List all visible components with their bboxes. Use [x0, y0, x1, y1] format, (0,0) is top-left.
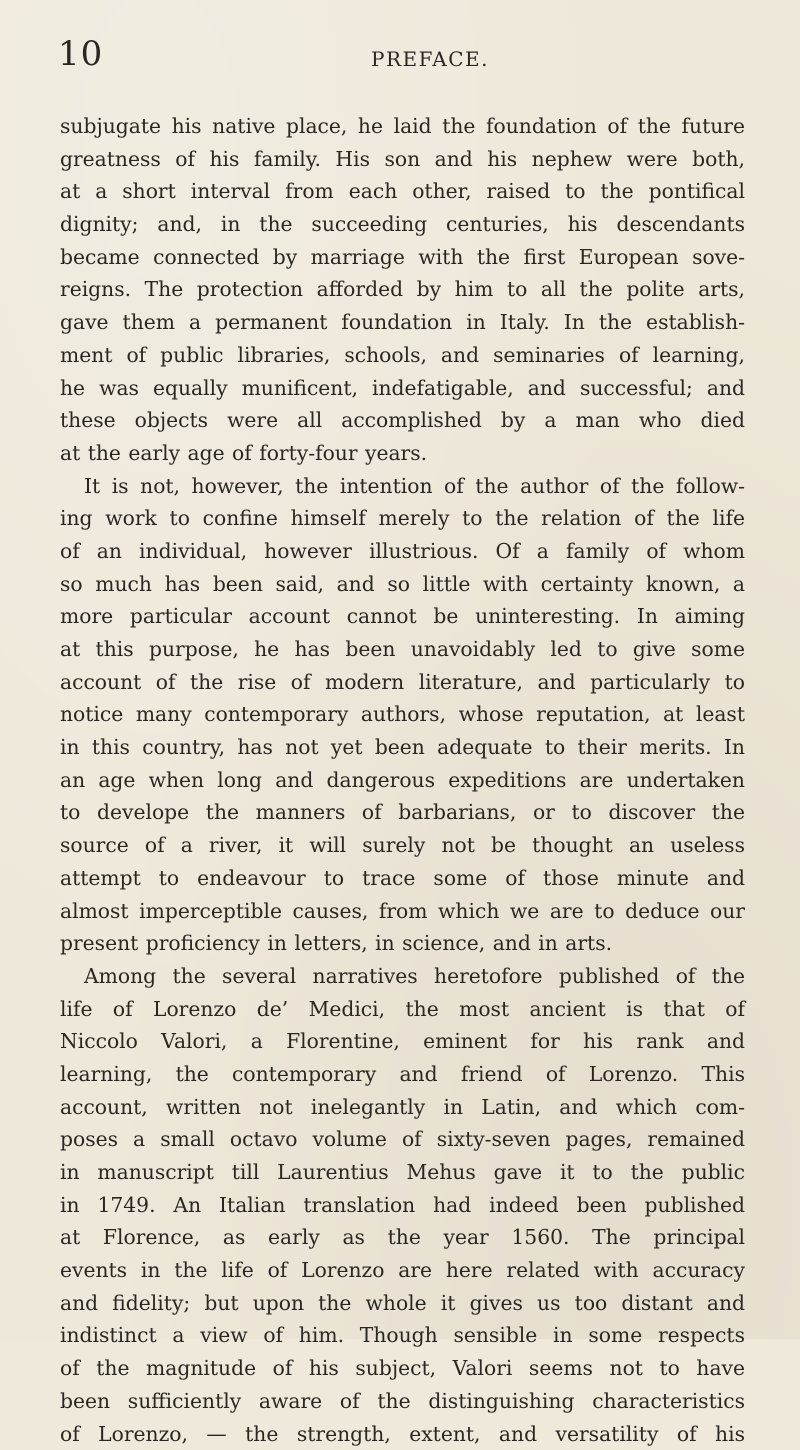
body-text: [60, 110, 745, 1450]
text-line: at the early age of forty-four years.: [60, 437, 745, 470]
text-line: account of the rise of modern literature, and particularly to: [60, 666, 745, 699]
text-line: an age when long and dangerous expeditions are undertaken: [60, 764, 745, 797]
text-line: more particular account cannot be uninteresting. In aiming: [60, 600, 745, 633]
text-line: of Lorenzo, — the strength, extent, and versatility of his: [60, 1418, 745, 1450]
text-line: of an individual, however illustrious. Of a family of whom: [60, 535, 745, 568]
text-line: Niccolo Valori, a Florentine, eminent for his rank and: [60, 1025, 745, 1058]
text-line: these objects were all accomplished by a man who died: [60, 404, 745, 437]
text-line: gave them a permanent foundation in Italy. In the establish-: [60, 306, 745, 339]
text-line: learning, the contemporary and friend of Lorenzo. This: [60, 1058, 745, 1091]
text-line: and fidelity; but upon the whole it gives us too distant and: [60, 1287, 745, 1320]
text-line: events in the life of Lorenzo are here related with accuracy: [60, 1254, 745, 1287]
text-line: dignity; and, in the succeeding centuries, his descendants: [60, 208, 745, 241]
text-line: indistinct a view of him. Though sensible in some respects: [60, 1319, 745, 1352]
paragraph-first-line: It is not, however, the intention of the author of the follow-: [60, 470, 745, 503]
text-line: ing work to confine himself merely to the relation of the life: [60, 502, 745, 535]
text-line: attempt to endeavour to trace some of those minute and: [60, 862, 745, 895]
text-line: reigns. The protection afforded by him to all the polite arts,: [60, 273, 745, 306]
page-header: [58, 30, 748, 90]
text-line: at Florence, as early as the year 1560. The principal: [60, 1221, 745, 1254]
text-line: present proficiency in letters, in science, and in arts.: [60, 927, 745, 960]
text-line: of the magnitude of his subject, Valori seems not to have: [60, 1352, 745, 1385]
text-line: life of Lorenzo de’ Medici, the most ancient is that of: [60, 993, 745, 1026]
text-line: so much has been said, and so little with certainty known, a: [60, 568, 745, 601]
text-line: notice many contemporary authors, whose reputation, at least: [60, 698, 745, 731]
text-line: at a short interval from each other, raised to the pontifical: [60, 175, 745, 208]
text-line: in manuscript till Laurentius Mehus gave it to the public: [60, 1156, 745, 1189]
text-line: to develope the manners of barbarians, or to discover the: [60, 796, 745, 829]
running-title: PREFACE.: [371, 44, 489, 74]
text-line: source of a river, it will surely not be thought an useless: [60, 829, 745, 862]
text-line: in 1749. An Italian translation had indeed been published: [60, 1189, 745, 1222]
text-line: ment of public libraries, schools, and seminaries of learning,: [60, 339, 745, 372]
text-line: poses a small octavo volume of sixty-seven pages, remained: [60, 1123, 745, 1156]
text-line: subjugate his native place, he laid the foundation of the future: [60, 110, 745, 143]
text-line: almost imperceptible causes, from which we are to deduce our: [60, 895, 745, 928]
text-line: he was equally munificent, indefatigable, and successful; and: [60, 372, 745, 405]
page-number: 10: [58, 30, 103, 78]
paragraph-first-line: Among the several narratives heretofore published of the: [60, 960, 745, 993]
text-line: became connected by marriage with the first European sove-: [60, 241, 745, 274]
text-line: greatness of his family. His son and his nephew were both,: [60, 143, 745, 176]
text-line: at this purpose, he has been unavoidably led to give some: [60, 633, 745, 666]
text-line: in this country, has not yet been adequate to their merits. In: [60, 731, 745, 764]
text-line: account, written not inelegantly in Latin, and which com-: [60, 1091, 745, 1124]
text-line: been sufficiently aware of the distinguishing characteristics: [60, 1385, 745, 1418]
